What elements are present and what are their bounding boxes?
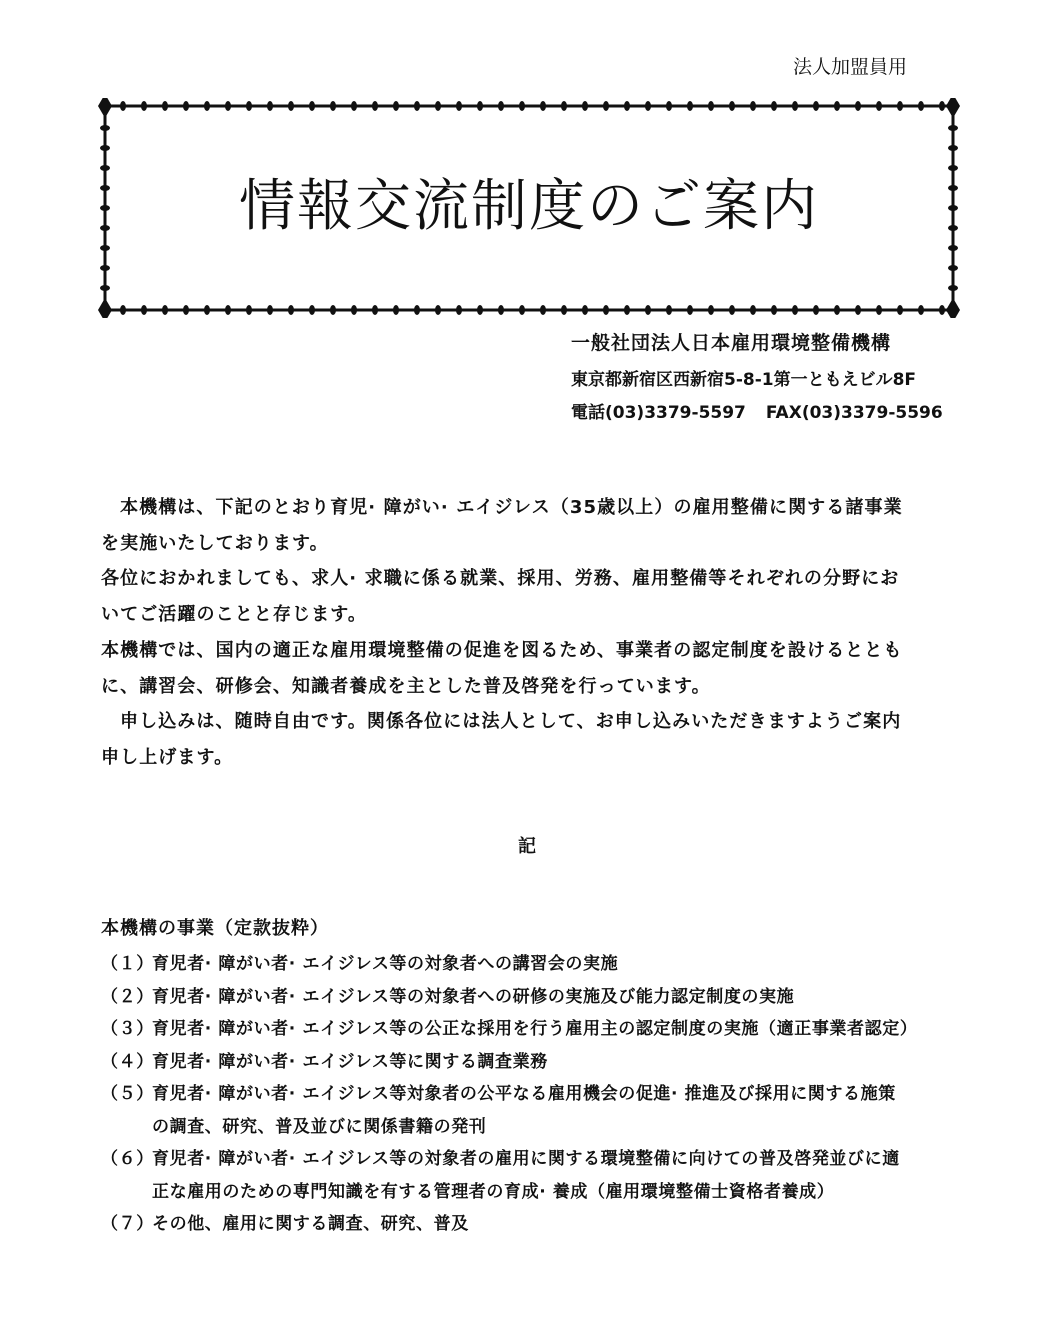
list-item: （４）育児者· 障がい者· エイジレス等に関する調査業務 (101, 1051, 548, 1072)
section-heading: 本機構の事業（定款抜粋） (101, 918, 329, 939)
business-list (101, 948, 991, 1241)
list-item: （６）育児者· 障がい者· エイジレス等の対象者の雇用に関する環境整備に向けての普及啓発並びに適 正な雇用のための専門知識を有する管理者の育成· 養成（雇用環境整備士資格者養成） (101, 1149, 900, 1202)
phone-number: 電話(03)3379-5597 (571, 403, 746, 423)
intro-paragraph: 各位におかれましても、求人· 求職に係る就業、採用、労務、雇用整備等それぞれの分野にお いてご活躍のことと存じます。 (101, 568, 900, 626)
list-item: （２）育児者· 障がい者· エイジレス等の対象者への研修の実施及び能力認定制度の実施 (101, 986, 795, 1007)
intro-paragraph: 本機構は、下記のとおり育児· 障がい· エイジレス（35歳以上）の雇用整備に関する諸事業 を実施いたしております。 (101, 497, 903, 554)
member-type-label: 法人加盟員用 (793, 56, 908, 78)
intro-paragraph: 本機構では、国内の適正な雇用環境整備の促進を図るため、事業者の認定制度を設けるととも に、講習会、研修会、知識者養成を主とした普及啓発を行っています。 (101, 639, 903, 697)
ki-heading: 記 (518, 836, 536, 857)
intro-text (101, 490, 981, 776)
list-item: （７）その他、雇用に関する調査、研究、普及 (101, 1214, 469, 1234)
organization-address: 東京都新宿区西新宿5-8-1第一ともえビル8F (571, 370, 917, 390)
document-title: 情報交流制度のご案内 (239, 174, 819, 239)
list-item: （５）育児者· 障がい者· エイジレス等対象者の公平なる雇用機会の促進· 推進及び採用に関する施策 の調査、研究、普及並びに関係書籍の発刊 (101, 1084, 896, 1137)
intro-paragraph: 申し込みは、随時自由です。関係各位には法人として、お申し込みいただきますようご案内 申し上げます。 (101, 711, 902, 768)
list-item: （１）育児者· 障がい者· エイジレス等の対象者への講習会の実施 (101, 954, 619, 974)
list-item: （３）育児者· 障がい者· エイジレス等の公正な採用を行う雇用主の認定制度の実施（適正事業者認定） (101, 1019, 918, 1039)
organization-contact (571, 398, 943, 423)
fax-number: FAX(03)3379-5596 (765, 403, 943, 423)
title-frame (98, 98, 960, 318)
organization-name: 一般社団法人日本雇用環境整備機構 (571, 332, 892, 354)
